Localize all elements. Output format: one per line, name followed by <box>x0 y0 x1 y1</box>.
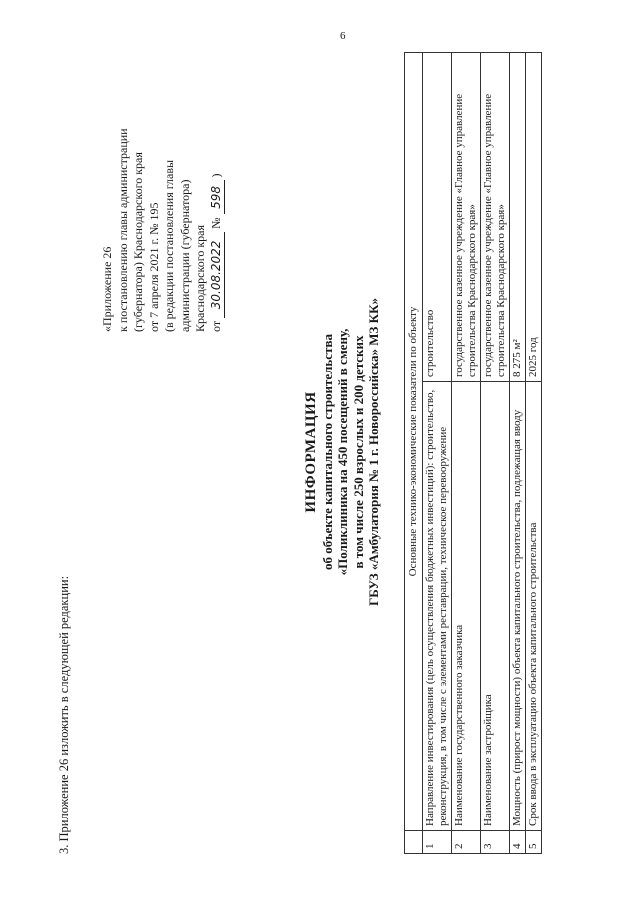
row-label: Наименование застройщика <box>481 382 510 831</box>
heading-line: ГБУЗ «Амбулатория № 1 г. Новороссийска» МЗ КК» <box>366 298 381 607</box>
appendix-line: от 7 апреля 2021 г. № 195 <box>146 202 161 332</box>
appendix-line: (в редакции постановления главы <box>162 159 176 332</box>
row-number: 5 <box>526 831 542 854</box>
table-header: Основные технико-экономические показатели по объекту <box>405 53 423 831</box>
row-value: государственное казенное учреждение «Главное управление строительства Краснодарского края» <box>481 53 510 382</box>
rotated-document-body <box>52 32 612 872</box>
heading-line: в том числе 250 взрослых и 200 детских <box>350 335 366 569</box>
heading-line: «Поликлиника на 450 посещений в смену, <box>335 328 350 576</box>
handwritten-date: 30.08.2022 <box>209 232 226 318</box>
table-row <box>452 53 481 854</box>
number-prefix: № <box>208 217 223 229</box>
document-heading <box>304 232 382 672</box>
appendix-line: (губернатора) Краснодарского края <box>131 152 145 332</box>
heading-line: об объекте капитального строительства <box>319 334 335 570</box>
from-prefix: от <box>208 320 223 332</box>
row-value: 2025 год <box>526 53 542 382</box>
table-header-row <box>405 53 423 854</box>
close-paren: ) <box>208 173 223 178</box>
row-value: 8 275 м² <box>510 53 526 382</box>
table-row <box>423 53 452 854</box>
table-row <box>510 53 526 854</box>
appendix-block <box>100 62 225 332</box>
indicators-table <box>404 52 542 854</box>
table-row <box>481 53 510 854</box>
table-row <box>526 53 542 854</box>
appendix-date-line <box>209 62 226 332</box>
row-label: Направление инвестирования (цель осуществления бюджетных инвестиций): строительство, реконструкция, в том числе с элементами реставрации, техническое перевооружение <box>423 382 452 831</box>
appendix-line: администрации (губернатора) <box>177 179 192 332</box>
appendix-line: «Приложение 26 <box>100 246 114 332</box>
heading-title: ИНФОРМАЦИЯ <box>303 391 319 513</box>
row-label: Срок ввода в эксплуатацию объекта капитального строительства <box>526 382 542 831</box>
appendix-line: к постановлению главы администрации <box>115 128 130 332</box>
row-value: государственное казенное учреждение «Главное управление строительства Краснодарского края» <box>452 53 481 382</box>
row-number: 3 <box>481 831 510 854</box>
page-number: 6 <box>340 30 346 42</box>
row-label: Мощность (прирост мощности) объекта капитального строительства, подлежащая вводу <box>510 382 526 831</box>
row-value: строительство <box>423 53 452 382</box>
row-label: Наименование государственного заказчика <box>452 382 481 831</box>
appendix-line: Краснодарского края <box>193 224 207 332</box>
intro-text: 3. Приложение 26 изложить в следующей редакции: <box>57 575 71 854</box>
handwritten-number: 598 <box>209 180 226 214</box>
row-number: 4 <box>510 831 526 854</box>
row-number: 2 <box>452 831 481 854</box>
row-number: 1 <box>423 831 452 854</box>
